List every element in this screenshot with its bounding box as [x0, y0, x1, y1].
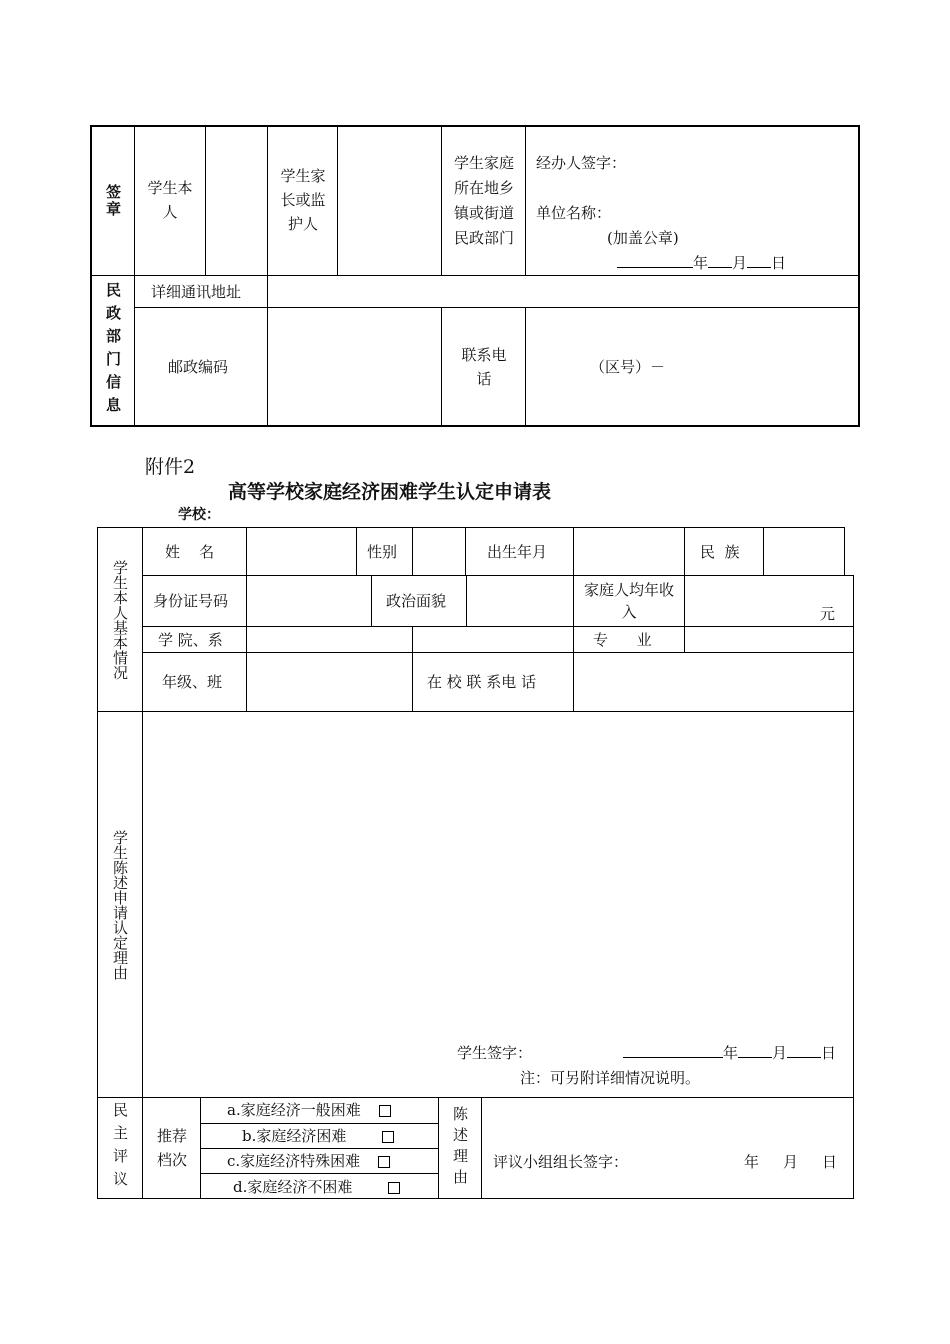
reason-label: 陈述理由	[451, 1106, 469, 1190]
school-label: 学校：	[178, 507, 220, 523]
handler-sign-label: 经办人签字：	[536, 154, 627, 172]
basic-info-section-label: 学生本人基本情况	[111, 559, 129, 680]
unit-name-label: 单位名称：	[536, 204, 612, 222]
id-label: 身份证号码	[153, 592, 229, 610]
handler-date: 年 月 日	[617, 253, 786, 273]
phone-value: （区号）－	[590, 358, 666, 376]
leader-sign-label: 评议小组组长签字：	[493, 1153, 629, 1171]
recommend-label: 推荐档次	[156, 1127, 187, 1169]
campus-phone-label: 在 校 联 系电 话	[427, 673, 537, 691]
name-label: 姓 名	[165, 543, 215, 561]
birth-label: 出生年月	[487, 543, 548, 561]
ethnic-label: 民 族	[700, 543, 740, 561]
stamp-label: (加盖公章)	[607, 229, 679, 247]
income-label: 家庭人均年收 入	[584, 581, 675, 621]
political-label: 政治面貌	[386, 592, 447, 610]
dept-label: 学 院、系	[158, 631, 223, 649]
student-sign-date: 年 月 日	[623, 1043, 836, 1063]
postcode-label: 邮政编码	[168, 358, 229, 376]
major-label: 专 业	[593, 631, 652, 649]
option-b[interactable]: b.家庭经济困难	[242, 1126, 394, 1146]
option-c[interactable]: c.家庭经济特殊困难	[227, 1151, 390, 1171]
leader-sign-date: 年 月 日	[744, 1153, 838, 1171]
student-sign-label: 学生签字：	[457, 1044, 533, 1062]
parent-sign-label: 学生家长或监护人	[280, 167, 326, 233]
address-label: 详细通讯地址	[151, 283, 242, 301]
statement-section-label: 学生陈述申请认定理由	[111, 829, 129, 980]
review-section-label: 民主评议	[111, 1102, 129, 1194]
note-text: 注：可另附详细情况说明。	[520, 1069, 701, 1087]
income-unit: 元	[820, 605, 836, 623]
sign-label: 签章	[104, 184, 122, 218]
gender-label: 性别	[367, 543, 398, 561]
grade-label: 年级、班	[162, 673, 223, 691]
checkbox-a[interactable]	[379, 1105, 391, 1117]
phone-label: 联系电话	[461, 346, 507, 388]
checkbox-c[interactable]	[378, 1156, 390, 1168]
annex-label: 附件2	[145, 456, 196, 478]
civil-info-label: 民政部门信息	[104, 281, 122, 420]
checkbox-b[interactable]	[382, 1131, 394, 1143]
checkbox-d[interactable]	[388, 1182, 400, 1194]
option-d[interactable]: d.家庭经济不困难	[233, 1177, 400, 1197]
option-a[interactable]: a.家庭经济一般困难	[227, 1100, 391, 1120]
civil-dept-label: 学生家庭所在地乡镇或街道民政部门	[453, 154, 514, 247]
student-sign-label: 学生本人	[147, 179, 193, 221]
form-title: 高等学校家庭经济困难学生认定申请表	[228, 481, 552, 503]
